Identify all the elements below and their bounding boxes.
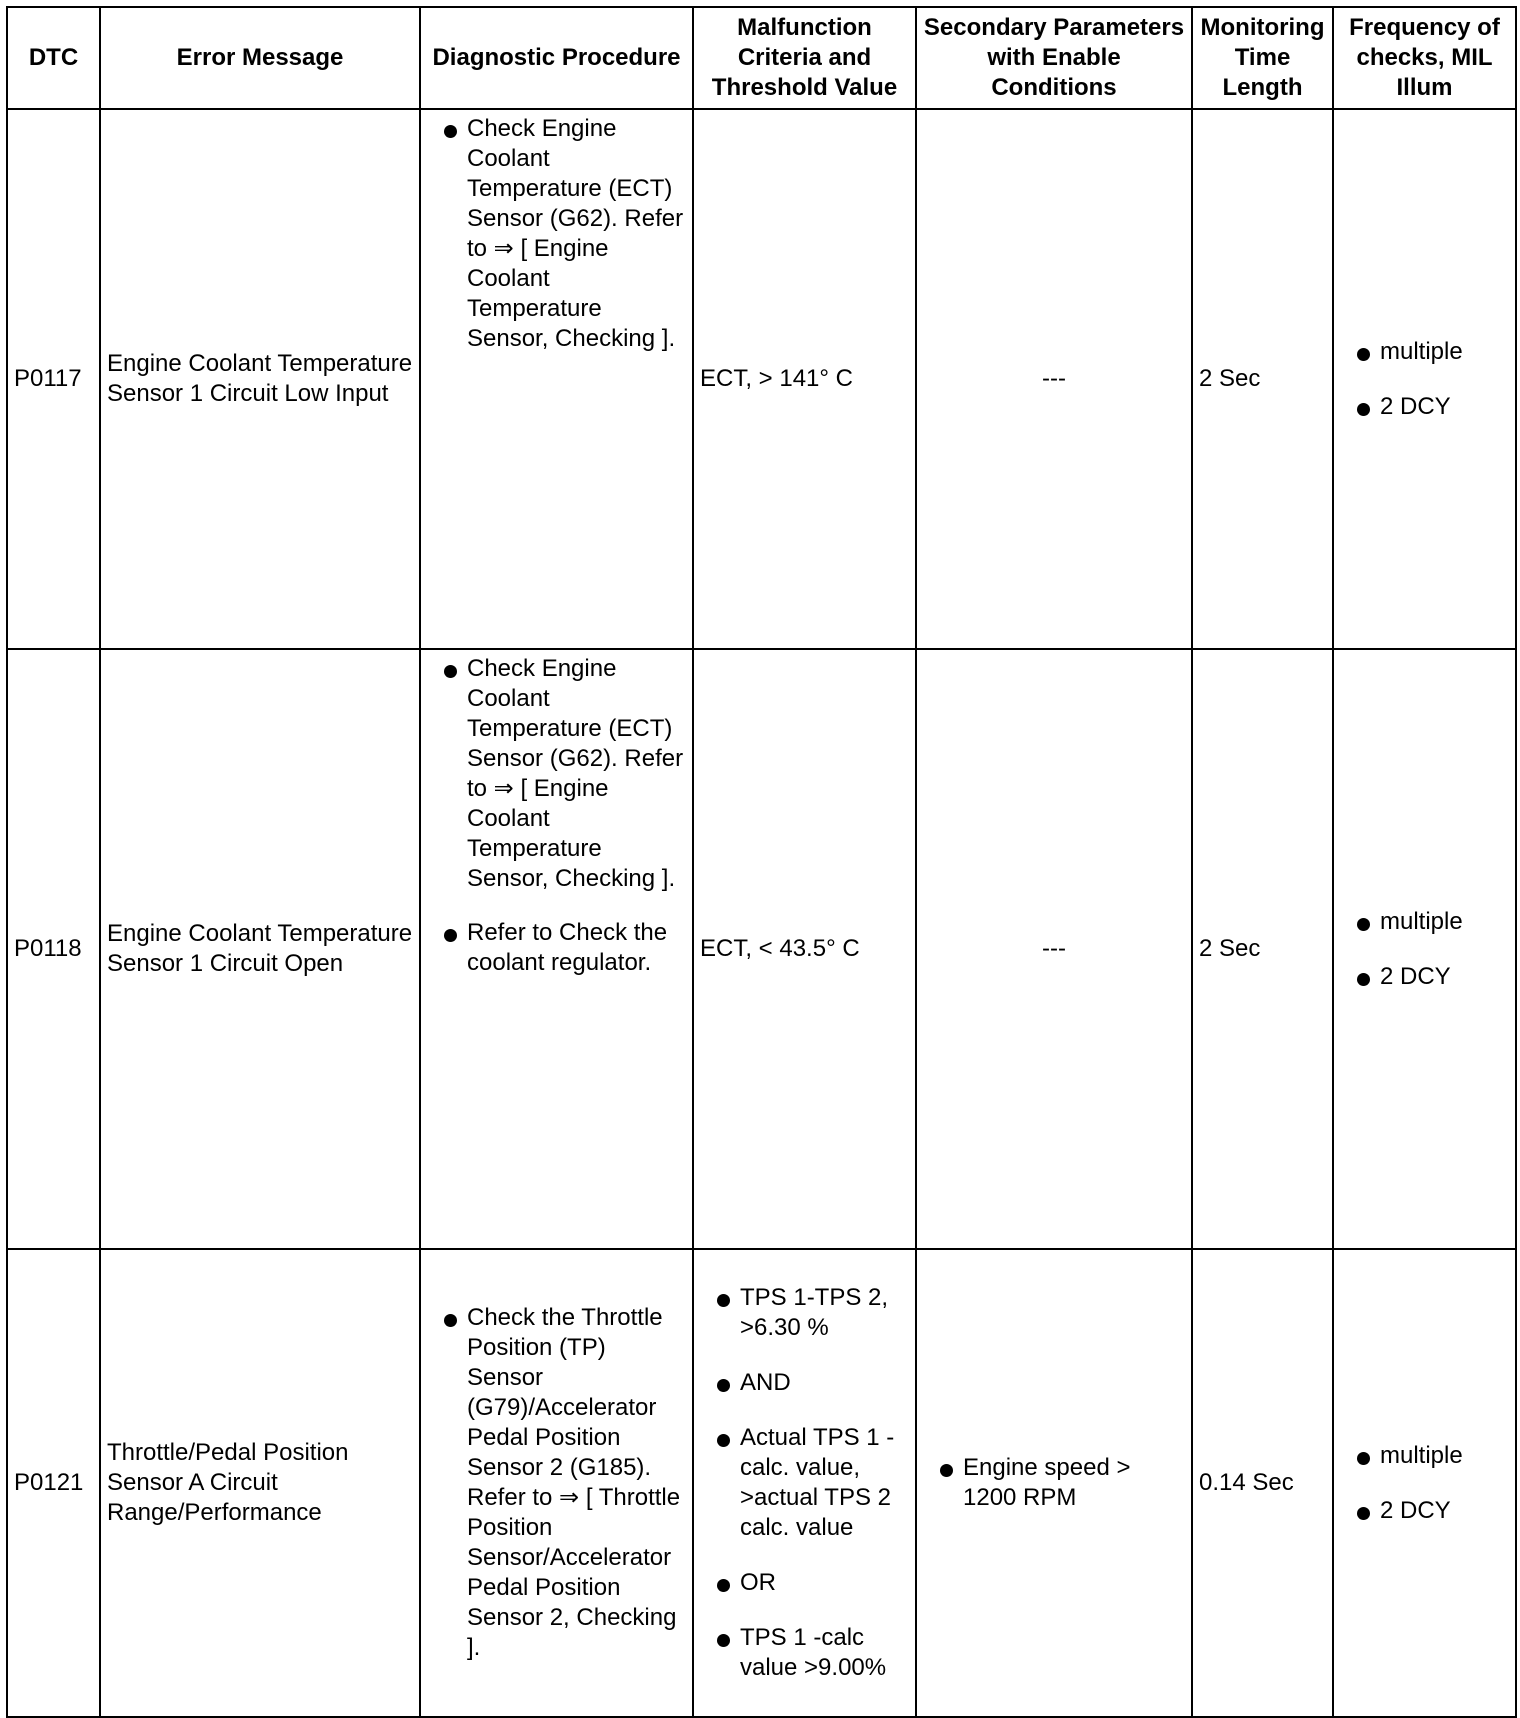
frequency bbox=[1333, 649, 1516, 1249]
frequency-item: multiple bbox=[1380, 337, 1463, 365]
error-message: Engine Coolant Temperature Sensor 1 Circuit Open bbox=[100, 649, 420, 1249]
header-row bbox=[7, 7, 1516, 109]
list-item bbox=[427, 1303, 686, 1663]
bullet-icon bbox=[1357, 348, 1370, 361]
list-item bbox=[1340, 1496, 1509, 1526]
frequency-item: multiple bbox=[1380, 1441, 1463, 1469]
secondary-item: Engine speed > 1200 RPM bbox=[963, 1454, 1131, 1511]
monitoring-time: 0.14 Sec bbox=[1192, 1249, 1333, 1717]
bullet-icon bbox=[444, 665, 457, 678]
list-item bbox=[1340, 337, 1509, 367]
bullet-icon bbox=[444, 929, 457, 942]
frequency-item: multiple bbox=[1380, 907, 1463, 935]
malfunction-criteria bbox=[693, 1249, 916, 1717]
diagnostic-procedure bbox=[420, 1249, 693, 1717]
criteria-item: Actual TPS 1 -calc. value, >actual TPS 2 calc. value bbox=[740, 1424, 895, 1541]
table-row bbox=[7, 649, 1516, 1249]
bullet-icon bbox=[717, 1379, 730, 1392]
list-item bbox=[427, 918, 686, 978]
bullet-icon bbox=[717, 1294, 730, 1307]
list-item bbox=[700, 1368, 909, 1398]
list-item bbox=[923, 1453, 1185, 1513]
malfunction-criteria: ECT, > 141° C bbox=[693, 109, 916, 649]
diagnostic-procedure bbox=[420, 649, 693, 1249]
dtc-code: P0118 bbox=[7, 649, 100, 1249]
list-item bbox=[1340, 962, 1509, 992]
frequency-item: 2 DCY bbox=[1380, 1496, 1451, 1524]
bullet-icon bbox=[1357, 1452, 1370, 1465]
criteria-item: TPS 1-TPS 2, >6.30 % bbox=[740, 1284, 889, 1341]
header-malfunction-criteria: Malfunction Criteria and Threshold Value bbox=[693, 7, 916, 109]
list-item bbox=[700, 1423, 909, 1543]
bullet-icon bbox=[717, 1634, 730, 1647]
bullet-icon bbox=[444, 1314, 457, 1327]
list-item bbox=[700, 1568, 909, 1598]
dtc-table bbox=[6, 6, 1517, 1718]
procedure-step: Check the Throttle Position (TP) Sensor (G79)/Accelerator Pedal Position Sensor 2 (G185). Refer to ⇒ [ Throttle Position Sensor/Accelerator Pedal Position Sensor 2, Checking ]. bbox=[467, 1304, 681, 1661]
list-item bbox=[1340, 1441, 1509, 1471]
bullet-icon bbox=[1357, 918, 1370, 931]
header-monitoring-time: Monitoring Time Length bbox=[1192, 7, 1333, 109]
bullet-icon bbox=[717, 1579, 730, 1592]
header-dtc: DTC bbox=[7, 7, 100, 109]
list-item bbox=[700, 1623, 909, 1683]
procedure-step: Check Engine Coolant Temperature (ECT) Sensor (G62). Refer to ⇒ [ Engine Coolant Temperature Sensor, Checking ]. bbox=[467, 655, 684, 892]
bullet-icon bbox=[444, 125, 457, 138]
diagnostic-procedure bbox=[420, 109, 693, 649]
list-item bbox=[1340, 907, 1509, 937]
procedure-step: Check Engine Coolant Temperature (ECT) Sensor (G62). Refer to ⇒ [ Engine Coolant Temperature Sensor, Checking ]. bbox=[467, 115, 684, 352]
error-message: Engine Coolant Temperature Sensor 1 Circuit Low Input bbox=[100, 109, 420, 649]
table-row bbox=[7, 109, 1516, 649]
secondary-parameters bbox=[916, 1249, 1192, 1717]
header-secondary-parameters: Secondary Parameters with Enable Conditions bbox=[916, 7, 1192, 109]
frequency-item: 2 DCY bbox=[1380, 962, 1451, 990]
dtc-code: P0117 bbox=[7, 109, 100, 649]
list-item bbox=[1340, 392, 1509, 422]
monitoring-time: 2 Sec bbox=[1192, 649, 1333, 1249]
header-diagnostic-procedure: Diagnostic Procedure bbox=[420, 7, 693, 109]
criteria-item: OR bbox=[740, 1569, 776, 1596]
list-item bbox=[700, 1283, 909, 1343]
dtc-code: P0121 bbox=[7, 1249, 100, 1717]
table-row bbox=[7, 1249, 1516, 1717]
error-message: Throttle/Pedal Position Sensor A Circuit Range/Performance bbox=[100, 1249, 420, 1717]
bullet-icon bbox=[1357, 973, 1370, 986]
procedure-step: Refer to Check the coolant regulator. bbox=[467, 919, 668, 976]
list-item bbox=[427, 654, 686, 894]
header-error-message: Error Message bbox=[100, 7, 420, 109]
frequency bbox=[1333, 1249, 1516, 1717]
bullet-icon bbox=[940, 1464, 953, 1477]
bullet-icon bbox=[1357, 403, 1370, 416]
frequency-item: 2 DCY bbox=[1380, 392, 1451, 420]
bullet-icon bbox=[717, 1434, 730, 1447]
secondary-parameters: --- bbox=[916, 649, 1192, 1249]
monitoring-time: 2 Sec bbox=[1192, 109, 1333, 649]
frequency bbox=[1333, 109, 1516, 649]
header-frequency: Frequency of checks, MIL Illum bbox=[1333, 7, 1516, 109]
bullet-icon bbox=[1357, 1507, 1370, 1520]
criteria-item: TPS 1 -calc value >9.00% bbox=[740, 1624, 887, 1681]
criteria-item: AND bbox=[740, 1369, 791, 1396]
malfunction-criteria: ECT, < 43.5° C bbox=[693, 649, 916, 1249]
list-item bbox=[427, 114, 686, 354]
secondary-parameters: --- bbox=[916, 109, 1192, 649]
